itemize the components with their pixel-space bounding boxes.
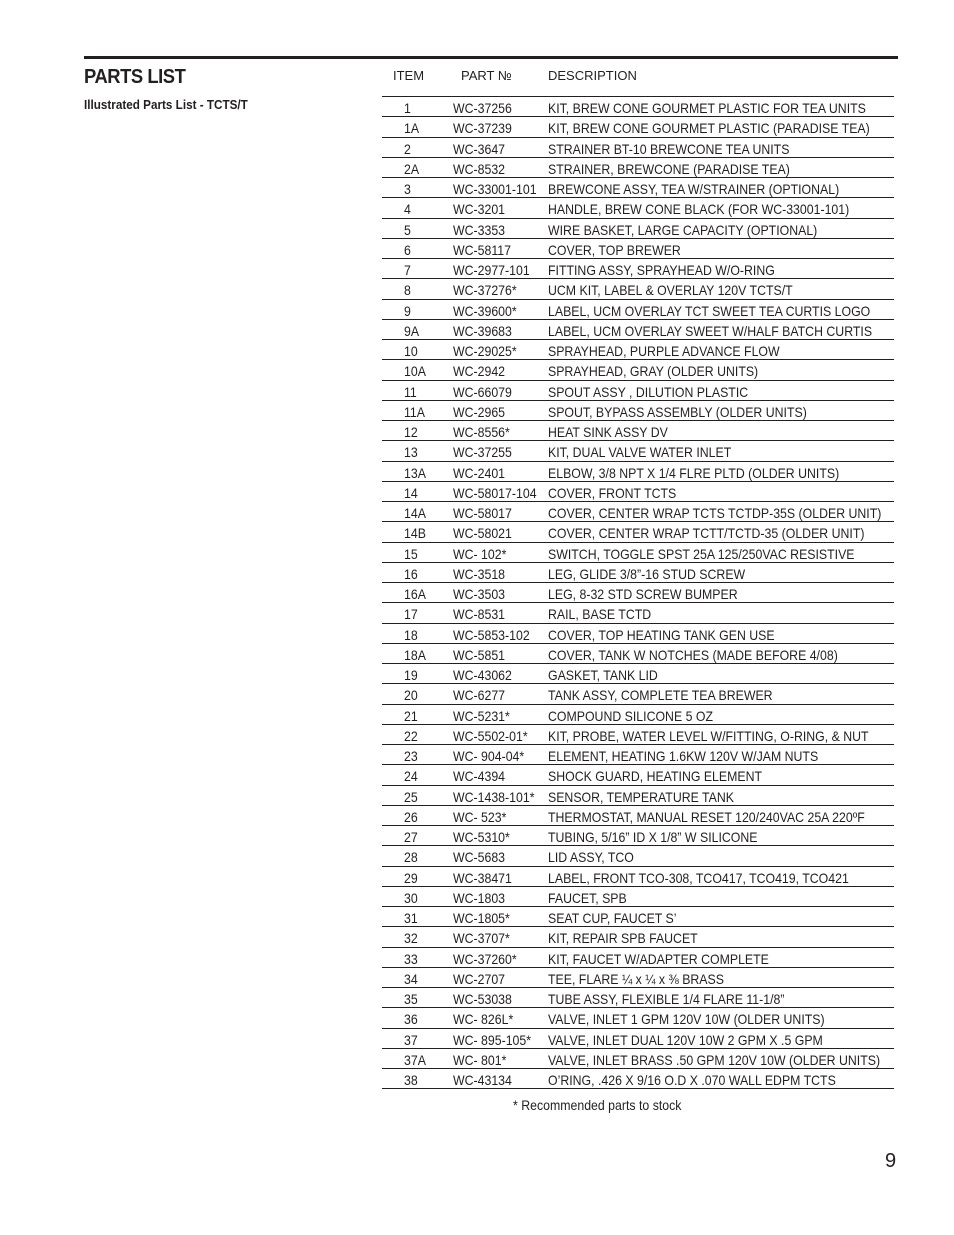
cell-description: SEAT CUP, FAUCET S’ <box>548 910 677 926</box>
cell-item: 16 <box>404 565 418 582</box>
cell-description: LEG, GLIDE 3/8”-16 STUD SCREW <box>548 565 746 582</box>
table-row <box>382 684 894 704</box>
table-row <box>382 502 894 522</box>
cell-description: TANK ASSY, COMPLETE TEA BREWER <box>548 687 773 704</box>
cell-part-number: WC- 895-105* <box>453 1031 532 1048</box>
parts-table <box>382 62 894 1089</box>
cell-part-number: WC-4394 <box>453 768 506 785</box>
cell-description: HANDLE, BREW CONE BLACK (FOR WC-33001-101) <box>548 201 850 218</box>
cell-description: FITTING ASSY, SPRAYHEAD W/O-RING <box>548 262 775 278</box>
cell-part-number: WC-3503 <box>453 586 506 602</box>
table-row <box>382 988 894 1008</box>
cell-part-number: WC-5231* <box>453 707 510 724</box>
cell-item: 10A <box>404 363 426 380</box>
cell-description: KIT, BREW CONE GOURMET PLASTIC (PARADISE TEA) <box>548 120 870 137</box>
table-row <box>382 907 894 927</box>
cell-description: SPRAYHEAD, PURPLE ADVANCE FLOW <box>548 343 780 359</box>
cell-description: SPOUT ASSY , DILUTION PLASTIC <box>548 383 749 400</box>
cell-item: 7 <box>404 262 411 278</box>
table-row <box>382 1069 894 1089</box>
top-rule <box>84 56 898 59</box>
cell-part-number: WC-58017-104 <box>453 484 537 501</box>
cell-part-number: WC-8531 <box>453 606 506 623</box>
cell-part-number: WC-38471 <box>453 869 512 886</box>
cell-part-number: WC-37255 <box>453 444 512 461</box>
page-subtitle: Illustrated Parts List - TCTS/T <box>84 97 248 112</box>
cell-item: 34 <box>404 970 418 987</box>
cell-description: SPRAYHEAD, GRAY (OLDER UNITS) <box>548 363 759 380</box>
table-row <box>382 725 894 745</box>
cell-description: TEE, FLARE ¼ x ¼ x ⅜ BRASS <box>548 970 724 987</box>
cell-item: 26 <box>404 808 418 825</box>
table-row <box>382 664 894 684</box>
table-row <box>382 198 894 218</box>
table-row <box>382 401 894 421</box>
cell-item: 22 <box>404 727 418 744</box>
cell-part-number: WC-5851 <box>453 646 506 663</box>
cell-description: WIRE BASKET, LARGE CAPACITY (OPTIONAL) <box>548 221 818 238</box>
cell-part-number: WC-3707* <box>453 930 510 947</box>
table-row <box>382 765 894 785</box>
cell-item: 6 <box>404 241 411 258</box>
cell-part-number: WC-1803 <box>453 889 506 906</box>
cell-description: ELEMENT, HEATING 1.6KW 120V W/JAM NUTS <box>548 748 819 764</box>
cell-part-number: WC-43062 <box>453 667 512 683</box>
cell-part-number: WC-3647 <box>453 140 506 157</box>
cell-description: KIT, REPAIR SPB FAUCET <box>548 930 698 947</box>
cell-description: FAUCET, SPB <box>548 889 627 906</box>
cell-description: SWITCH, TOGGLE SPST 25A 125/250VAC RESISTIVE <box>548 545 855 562</box>
table-row <box>382 786 894 806</box>
cell-part-number: WC-1438-101* <box>453 788 535 805</box>
table-row <box>382 846 894 866</box>
table-row <box>382 178 894 198</box>
cell-part-number: WC-2942 <box>453 363 506 380</box>
cell-description: KIT, PROBE, WATER LEVEL W/FITTING, O-RING, & NUT <box>548 727 869 744</box>
cell-item: 8 <box>404 282 411 299</box>
cell-part-number: WC-33001-101 <box>453 181 537 197</box>
table-row <box>382 482 894 502</box>
table-row <box>382 624 894 644</box>
cell-item: 4 <box>404 201 411 218</box>
cell-item: 37 <box>404 1031 418 1048</box>
cell-description: KIT, BREW CONE GOURMET PLASTIC FOR TEA UNITS <box>548 100 866 116</box>
cell-description: KIT, FAUCET W/ADAPTER COMPLETE <box>548 950 769 967</box>
cell-item: 24 <box>404 768 418 785</box>
table-row <box>382 948 894 968</box>
cell-description: STRAINER, BREWCONE (PARADISE TEA) <box>548 160 790 177</box>
table-row <box>382 239 894 259</box>
table-row <box>382 806 894 826</box>
cell-item: 38 <box>404 1072 418 1088</box>
cell-part-number: WC-6277 <box>453 687 506 704</box>
cell-description: VALVE, INLET DUAL 120V 10W 2 GPM X .5 GPM <box>548 1031 823 1048</box>
table-row <box>382 360 894 380</box>
cell-item: 3 <box>404 181 411 197</box>
cell-item: 35 <box>404 991 418 1007</box>
cell-item: 19 <box>404 667 418 683</box>
cell-description: THERMOSTAT, MANUAL RESET 120/240VAC 25A 220ºF <box>548 808 865 825</box>
table-row <box>382 705 894 725</box>
cell-part-number: WC-8556* <box>453 424 510 440</box>
table-row <box>382 927 894 947</box>
table-row <box>382 300 894 320</box>
cell-item: 18A <box>404 646 426 663</box>
cell-description: SPOUT, BYPASS ASSEMBLY (OLDER UNITS) <box>548 403 807 420</box>
cell-description: UCM KIT, LABEL & OVERLAY 120V TCTS/T <box>548 282 793 299</box>
cell-description: STRAINER BT-10 BREWCONE TEA UNITS <box>548 140 790 157</box>
cell-description: COVER, TOP HEATING TANK GEN USE <box>548 626 775 643</box>
cell-description: SENSOR, TEMPERATURE TANK <box>548 788 734 805</box>
cell-description: LABEL, FRONT TCO-308, TCO417, TCO419, TCO421 <box>548 869 849 886</box>
cell-part-number: WC-5683 <box>453 849 506 866</box>
table-row <box>382 887 894 907</box>
cell-item: 36 <box>404 1011 418 1028</box>
cell-item: 14A <box>404 505 426 521</box>
cell-item: 21 <box>404 707 418 724</box>
table-row <box>382 340 894 360</box>
cell-item: 33 <box>404 950 418 967</box>
cell-part-number: WC-58017 <box>453 505 512 521</box>
cell-part-number: WC-2707 <box>453 970 506 987</box>
table-row <box>382 1008 894 1028</box>
cell-item: 17 <box>404 606 418 623</box>
table-row <box>382 867 894 887</box>
cell-description: TUBING, 5/16” ID X 1/8” W SILICONE <box>548 829 758 845</box>
cell-description: LEG, 8-32 STD SCREW BUMPER <box>548 586 738 602</box>
column-header-description: DESCRIPTION <box>548 68 637 83</box>
cell-item: 28 <box>404 849 418 866</box>
table-row <box>382 219 894 239</box>
table-row <box>382 117 894 137</box>
cell-item: 10 <box>404 343 418 359</box>
table-row <box>382 968 894 988</box>
page-number: 9 <box>885 1150 897 1172</box>
cell-description: GASKET, TANK LID <box>548 667 658 683</box>
cell-item: 37A <box>404 1051 426 1068</box>
cell-item: 12 <box>404 424 418 440</box>
cell-item: 14 <box>404 484 418 501</box>
cell-item: 9A <box>404 322 420 339</box>
table-row <box>382 644 894 664</box>
cell-item: 32 <box>404 930 418 947</box>
cell-description: SHOCK GUARD, HEATING ELEMENT <box>548 768 763 785</box>
cell-description: COVER, TOP BREWER <box>548 241 681 258</box>
cell-description: O’RING, .426 X 9/16 O.D X .070 WALL EDPM TCTS <box>548 1072 836 1088</box>
cell-part-number: WC- 904-04* <box>453 748 525 764</box>
cell-description: LABEL, UCM OVERLAY TCT SWEET TEA CURTIS LOGO <box>548 302 871 319</box>
table-row <box>382 1029 894 1049</box>
cell-item: 15 <box>404 545 418 562</box>
footnote: * Recommended parts to stock <box>513 1097 682 1113</box>
cell-part-number: WC-37260* <box>453 950 517 967</box>
table-row <box>382 138 894 158</box>
table-body <box>382 97 894 1089</box>
cell-part-number: WC-1805* <box>453 910 510 926</box>
cell-part-number: WC-29025* <box>453 343 517 359</box>
cell-part-number: WC- 801* <box>453 1051 507 1068</box>
cell-part-number: WC-2965 <box>453 403 506 420</box>
table-row <box>382 441 894 461</box>
cell-item: 5 <box>404 221 411 238</box>
cell-part-number: WC-39600* <box>453 302 517 319</box>
cell-item: 16A <box>404 586 426 602</box>
cell-description: LABEL, UCM OVERLAY SWEET W/HALF BATCH CURTIS <box>548 322 873 339</box>
table-header <box>382 62 894 96</box>
table-row <box>382 279 894 299</box>
cell-item: 11 <box>404 383 417 400</box>
table-row <box>382 381 894 401</box>
cell-part-number: WC- 523* <box>453 808 507 825</box>
cell-part-number: WC- 102* <box>453 545 507 562</box>
cell-item: 20 <box>404 687 418 704</box>
cell-item: 13A <box>404 464 426 481</box>
cell-item: 13 <box>404 444 418 461</box>
table-row <box>382 97 894 117</box>
cell-item: 29 <box>404 869 418 886</box>
table-row <box>382 421 894 441</box>
cell-item: 23 <box>404 748 418 764</box>
table-row <box>382 1049 894 1069</box>
cell-part-number: WC-66079 <box>453 383 512 400</box>
column-header-item: ITEM <box>393 68 425 83</box>
cell-part-number: WC-8532 <box>453 160 506 177</box>
cell-part-number: WC-5853-102 <box>453 626 530 643</box>
table-row <box>382 745 894 765</box>
cell-item: 27 <box>404 829 418 845</box>
cell-item: 2A <box>404 160 420 177</box>
cell-description: VALVE, INLET 1 GPM 120V 10W (OLDER UNITS) <box>548 1011 825 1028</box>
cell-item: 14B <box>404 525 426 542</box>
cell-description: RAIL, BASE TCTD <box>548 606 652 623</box>
cell-item: 18 <box>404 626 418 643</box>
column-header-part: PART № <box>461 68 512 83</box>
cell-description: COVER, TANK W NOTCHES (MADE BEFORE 4/08) <box>548 646 838 663</box>
cell-part-number: WC-37239 <box>453 120 512 137</box>
table-row <box>382 462 894 482</box>
cell-item: 31 <box>404 910 418 926</box>
table-row <box>382 320 894 340</box>
cell-description: TUBE ASSY, FLEXIBLE 1/4 FLARE 11-1/8” <box>548 991 785 1007</box>
cell-description: COVER, CENTER WRAP TCTS TCTDP-35S (OLDER UNIT) <box>548 505 882 521</box>
table-row <box>382 603 894 623</box>
cell-item: 9 <box>404 302 411 319</box>
cell-item: 2 <box>404 140 411 157</box>
table-row <box>382 522 894 542</box>
table-row <box>382 826 894 846</box>
cell-part-number: WC-5502-01* <box>453 727 528 744</box>
cell-description: HEAT SINK ASSY DV <box>548 424 668 440</box>
cell-description: BREWCONE ASSY, TEA W/STRAINER (OPTIONAL) <box>548 181 840 197</box>
cell-part-number: WC-58117 <box>453 241 511 258</box>
table-row <box>382 563 894 583</box>
cell-part-number: WC-37256 <box>453 100 512 116</box>
cell-description: VALVE, INLET BRASS .50 GPM 120V 10W (OLDER UNITS) <box>548 1051 881 1068</box>
cell-item: 1 <box>404 100 411 116</box>
cell-part-number: WC-3353 <box>453 221 506 238</box>
cell-item: 25 <box>404 788 418 805</box>
cell-item: 1A <box>404 120 420 137</box>
cell-part-number: WC-58021 <box>453 525 512 542</box>
cell-item: 30 <box>404 889 418 906</box>
cell-part-number: WC-3518 <box>453 565 506 582</box>
table-row <box>382 543 894 563</box>
cell-part-number: WC-39683 <box>453 322 512 339</box>
cell-part-number: WC-37276* <box>453 282 517 299</box>
cell-part-number: WC-3201 <box>453 201 506 218</box>
cell-part-number: WC-2401 <box>453 464 506 481</box>
cell-part-number: WC-43134 <box>453 1072 512 1088</box>
table-row <box>382 158 894 178</box>
cell-part-number: WC-53038 <box>453 991 512 1007</box>
cell-part-number: WC- 826L* <box>453 1011 514 1028</box>
cell-description: COVER, FRONT TCTS <box>548 484 677 501</box>
page-title: PARTS LIST <box>84 66 186 88</box>
cell-part-number: WC-5310* <box>453 829 510 845</box>
cell-description: LID ASSY, TCO <box>548 849 634 866</box>
cell-description: KIT, DUAL VALVE WATER INLET <box>548 444 732 461</box>
cell-part-number: WC-2977-101 <box>453 262 530 278</box>
cell-description: ELBOW, 3/8 NPT X 1/4 FLRE PLTD (OLDER UNITS) <box>548 464 840 481</box>
table-row <box>382 583 894 603</box>
cell-item: 11A <box>404 403 426 420</box>
table-row <box>382 259 894 279</box>
cell-description: COMPOUND SILICONE 5 OZ <box>548 707 713 724</box>
cell-description: COVER, CENTER WRAP TCTT/TCTD-35 (OLDER UNIT) <box>548 525 865 542</box>
